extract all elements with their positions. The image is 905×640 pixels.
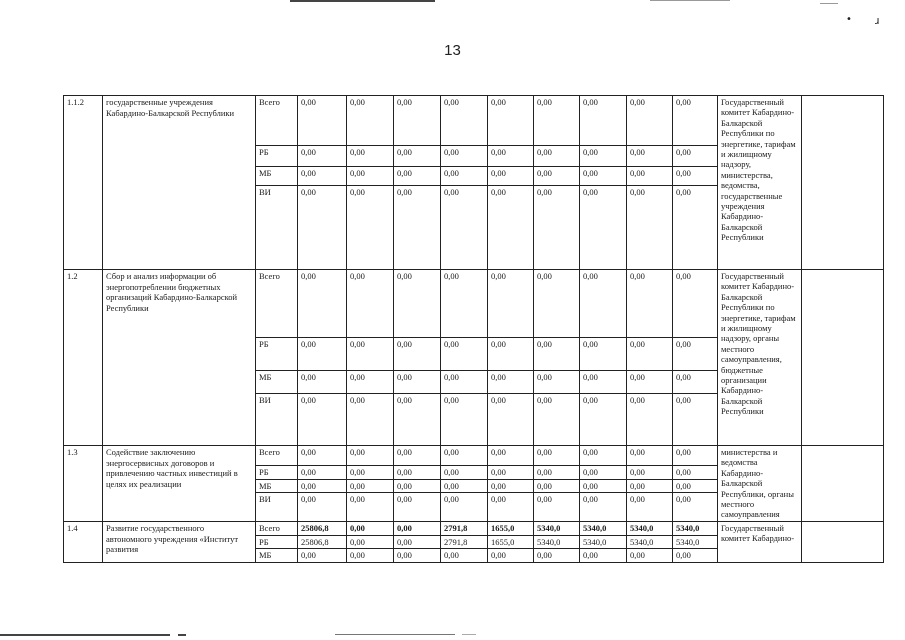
amount-cell: 0,00 (534, 167, 580, 186)
amount-cell: 0,00 (627, 371, 673, 394)
amount-cell: 0,00 (394, 371, 441, 394)
amount-cell: 0,00 (534, 338, 580, 371)
amount-cell: 0,00 (580, 549, 627, 563)
amount-cell: 0,00 (673, 371, 718, 394)
amount-cell: 0,00 (580, 371, 627, 394)
amount-cell: 0,00 (394, 167, 441, 186)
amount-cell: 0,00 (394, 466, 441, 480)
amount-cell: 0,00 (673, 394, 718, 446)
amount-cell: 0,00 (673, 549, 718, 563)
amount-cell: 0,00 (394, 270, 441, 338)
amount-cell: 0,00 (441, 96, 488, 146)
amount-cell: 0,00 (627, 146, 673, 167)
amount-cell: 0,00 (394, 146, 441, 167)
amount-cell: 0,00 (347, 96, 394, 146)
amount-cell: 0,00 (298, 479, 347, 493)
amount-cell: 0,00 (488, 493, 534, 522)
scan-hook-mark: ɹ (875, 14, 880, 27)
amount-cell: 0,00 (441, 479, 488, 493)
amount-cell: 0,00 (488, 167, 534, 186)
amount-cell: 0,00 (298, 146, 347, 167)
amount-cell: 0,00 (580, 167, 627, 186)
scan-artifact-bottom-mid (178, 634, 186, 636)
amount-cell: 0,00 (298, 167, 347, 186)
amount-cell: 0,00 (627, 394, 673, 446)
budget-table (63, 95, 884, 563)
amount-cell: 0,00 (534, 186, 580, 270)
empty-notes-cell (802, 96, 884, 270)
amount-cell: 0,00 (488, 394, 534, 446)
amount-cell: 1655,0 (488, 535, 534, 549)
amount-cell: 0,00 (673, 167, 718, 186)
amount-cell: 1655,0 (488, 522, 534, 536)
amount-cell: 0,00 (580, 394, 627, 446)
amount-cell: 5340,0 (580, 522, 627, 536)
amount-cell: 0,00 (394, 493, 441, 522)
amount-cell: 0,00 (488, 446, 534, 466)
amount-cell: 25806,8 (298, 535, 347, 549)
amount-cell: 0,00 (347, 522, 394, 536)
amount-cell: 0,00 (298, 394, 347, 446)
table-row (64, 446, 884, 466)
amount-cell: 0,00 (627, 338, 673, 371)
amount-cell: 0,00 (347, 270, 394, 338)
amount-cell: 0,00 (580, 146, 627, 167)
funding-source-cell: Всего (256, 96, 298, 146)
amount-cell: 0,00 (488, 96, 534, 146)
amount-cell: 0,00 (488, 270, 534, 338)
amount-cell: 0,00 (441, 371, 488, 394)
amount-cell: 0,00 (394, 96, 441, 146)
funding-source-cell: Всего (256, 522, 298, 536)
amount-cell: 0,00 (580, 479, 627, 493)
amount-cell: 0,00 (347, 338, 394, 371)
measure-name-cell: Развитие государственного автономного учреждения «Институт развития (103, 522, 256, 563)
amount-cell: 2791,8 (441, 535, 488, 549)
row-id-cell: 1.3 (64, 446, 103, 522)
amount-cell: 0,00 (441, 146, 488, 167)
amount-cell: 0,00 (298, 371, 347, 394)
amount-cell: 0,00 (347, 394, 394, 446)
table-row (64, 270, 884, 338)
amount-cell: 0,00 (298, 446, 347, 466)
amount-cell: 5340,0 (534, 535, 580, 549)
amount-cell: 0,00 (580, 493, 627, 522)
amount-cell: 0,00 (298, 338, 347, 371)
amount-cell: 0,00 (627, 96, 673, 146)
row-id-cell: 1.2 (64, 270, 103, 446)
funding-source-cell: МБ (256, 479, 298, 493)
amount-cell: 0,00 (441, 394, 488, 446)
amount-cell: 0,00 (441, 338, 488, 371)
amount-cell: 0,00 (627, 493, 673, 522)
empty-notes-cell (802, 270, 884, 446)
responsible-executor-cell: министерства и ведомства Кабардино-Балкарской Республики, органы местного самоуправления (718, 446, 802, 522)
amount-cell: 0,00 (347, 493, 394, 522)
row-id-cell: 1.1.2 (64, 96, 103, 270)
amount-cell: 5340,0 (627, 535, 673, 549)
amount-cell: 0,00 (673, 446, 718, 466)
amount-cell: 0,00 (673, 493, 718, 522)
amount-cell: 0,00 (298, 493, 347, 522)
responsible-executor-cell: Государственный комитет Кабардино-Балкарской Республики по энергетике, тарифам и жилищному надзору, министерства, ведомства, государственные учреждения Кабардино-Балкарской Республики (718, 96, 802, 270)
amount-cell: 0,00 (298, 466, 347, 480)
amount-cell: 0,00 (534, 96, 580, 146)
amount-cell: 25806,8 (298, 522, 347, 536)
amount-cell: 0,00 (673, 479, 718, 493)
amount-cell: 0,00 (394, 535, 441, 549)
amount-cell: 0,00 (534, 394, 580, 446)
amount-cell: 0,00 (347, 466, 394, 480)
amount-cell: 0,00 (298, 549, 347, 563)
table-row (64, 96, 884, 146)
amount-cell: 0,00 (441, 466, 488, 480)
funding-source-cell: ВИ (256, 493, 298, 522)
amount-cell: 0,00 (298, 96, 347, 146)
amount-cell: 0,00 (441, 549, 488, 563)
scan-artifact-top (290, 0, 435, 2)
amount-cell: 0,00 (347, 446, 394, 466)
amount-cell: 2791,8 (441, 522, 488, 536)
scan-dot-mark: • (846, 14, 852, 25)
amount-cell: 0,00 (394, 549, 441, 563)
amount-cell: 0,00 (580, 270, 627, 338)
amount-cell: 0,00 (394, 186, 441, 270)
amount-cell: 0,00 (488, 146, 534, 167)
amount-cell: 0,00 (347, 371, 394, 394)
funding-source-cell: МБ (256, 549, 298, 563)
responsible-executor-cell: Государственный комитет Кабардино- (718, 522, 802, 563)
amount-cell: 0,00 (441, 186, 488, 270)
funding-source-cell: Всего (256, 446, 298, 466)
funding-source-cell: РБ (256, 535, 298, 549)
funding-source-cell: Всего (256, 270, 298, 338)
scan-artifact-top-corner (820, 3, 838, 4)
scan-artifact-top-right (650, 0, 730, 1)
amount-cell: 0,00 (534, 446, 580, 466)
amount-cell: 0,00 (347, 146, 394, 167)
amount-cell: 0,00 (673, 338, 718, 371)
funding-source-cell: РБ (256, 146, 298, 167)
measure-name-cell: Сбор и анализ информации об энергопотреблении бюджетных организаций Кабардино-Балкарской Республики (103, 270, 256, 446)
scan-artifact-bottom-left (0, 634, 170, 636)
amount-cell: 0,00 (627, 549, 673, 563)
amount-cell: 0,00 (394, 446, 441, 466)
amount-cell: 0,00 (673, 96, 718, 146)
measure-name-cell: государственные учреждения Кабардино-Балкарской Республики (103, 96, 256, 270)
amount-cell: 0,00 (394, 479, 441, 493)
amount-cell: 0,00 (673, 466, 718, 480)
amount-cell: 5340,0 (534, 522, 580, 536)
scan-artifact-bottom-center (335, 634, 455, 635)
amount-cell: 0,00 (441, 446, 488, 466)
row-id-cell: 1.4 (64, 522, 103, 563)
amount-cell: 5340,0 (673, 535, 718, 549)
amount-cell: 5340,0 (673, 522, 718, 536)
amount-cell: 0,00 (488, 479, 534, 493)
amount-cell: 0,00 (347, 186, 394, 270)
amount-cell: 0,00 (488, 186, 534, 270)
amount-cell: 0,00 (534, 493, 580, 522)
empty-notes-cell (802, 446, 884, 522)
amount-cell: 0,00 (347, 479, 394, 493)
amount-cell: 0,00 (580, 446, 627, 466)
amount-cell: 0,00 (534, 146, 580, 167)
funding-source-cell: ВИ (256, 186, 298, 270)
amount-cell: 0,00 (580, 466, 627, 480)
amount-cell: 0,00 (627, 479, 673, 493)
table-row (64, 522, 884, 536)
amount-cell: 0,00 (627, 186, 673, 270)
amount-cell: 0,00 (534, 371, 580, 394)
amount-cell: 0,00 (580, 96, 627, 146)
amount-cell: 0,00 (441, 493, 488, 522)
amount-cell: 0,00 (534, 466, 580, 480)
amount-cell: 0,00 (441, 270, 488, 338)
amount-cell: 0,00 (394, 522, 441, 536)
amount-cell: 0,00 (627, 446, 673, 466)
funding-source-cell: МБ (256, 167, 298, 186)
amount-cell: 0,00 (534, 549, 580, 563)
funding-source-cell: ВИ (256, 394, 298, 446)
amount-cell: 0,00 (394, 338, 441, 371)
amount-cell: 0,00 (347, 167, 394, 186)
amount-cell: 0,00 (347, 549, 394, 563)
amount-cell: 0,00 (534, 270, 580, 338)
amount-cell: 0,00 (488, 371, 534, 394)
amount-cell: 0,00 (441, 167, 488, 186)
page-number: 13 (444, 42, 461, 59)
amount-cell: 0,00 (627, 270, 673, 338)
amount-cell: 0,00 (394, 394, 441, 446)
funding-source-cell: РБ (256, 466, 298, 480)
amount-cell: 0,00 (673, 270, 718, 338)
measure-name-cell: Содействие заключению энергосервисных договоров и привлечению частных инвестиций в целях их реализации (103, 446, 256, 522)
amount-cell: 0,00 (673, 186, 718, 270)
funding-source-cell: МБ (256, 371, 298, 394)
amount-cell: 0,00 (488, 549, 534, 563)
empty-notes-cell (802, 522, 884, 563)
amount-cell: 5340,0 (580, 535, 627, 549)
amount-cell: 0,00 (298, 270, 347, 338)
amount-cell: 0,00 (488, 338, 534, 371)
amount-cell: 0,00 (627, 466, 673, 480)
amount-cell: 0,00 (488, 466, 534, 480)
scan-artifact-bottom-right (462, 634, 476, 635)
amount-cell: 0,00 (534, 479, 580, 493)
amount-cell: 0,00 (673, 146, 718, 167)
funding-source-cell: РБ (256, 338, 298, 371)
amount-cell: 0,00 (580, 186, 627, 270)
amount-cell: 0,00 (627, 167, 673, 186)
amount-cell: 0,00 (347, 535, 394, 549)
amount-cell: 0,00 (298, 186, 347, 270)
amount-cell: 0,00 (580, 338, 627, 371)
responsible-executor-cell: Государственный комитет Кабардино-Балкарской Республики по энергетике, тарифам и жилищному надзору, органы местного самоуправления, бюджетные организации Кабардино-Балкарской Республики (718, 270, 802, 446)
amount-cell: 5340,0 (627, 522, 673, 536)
